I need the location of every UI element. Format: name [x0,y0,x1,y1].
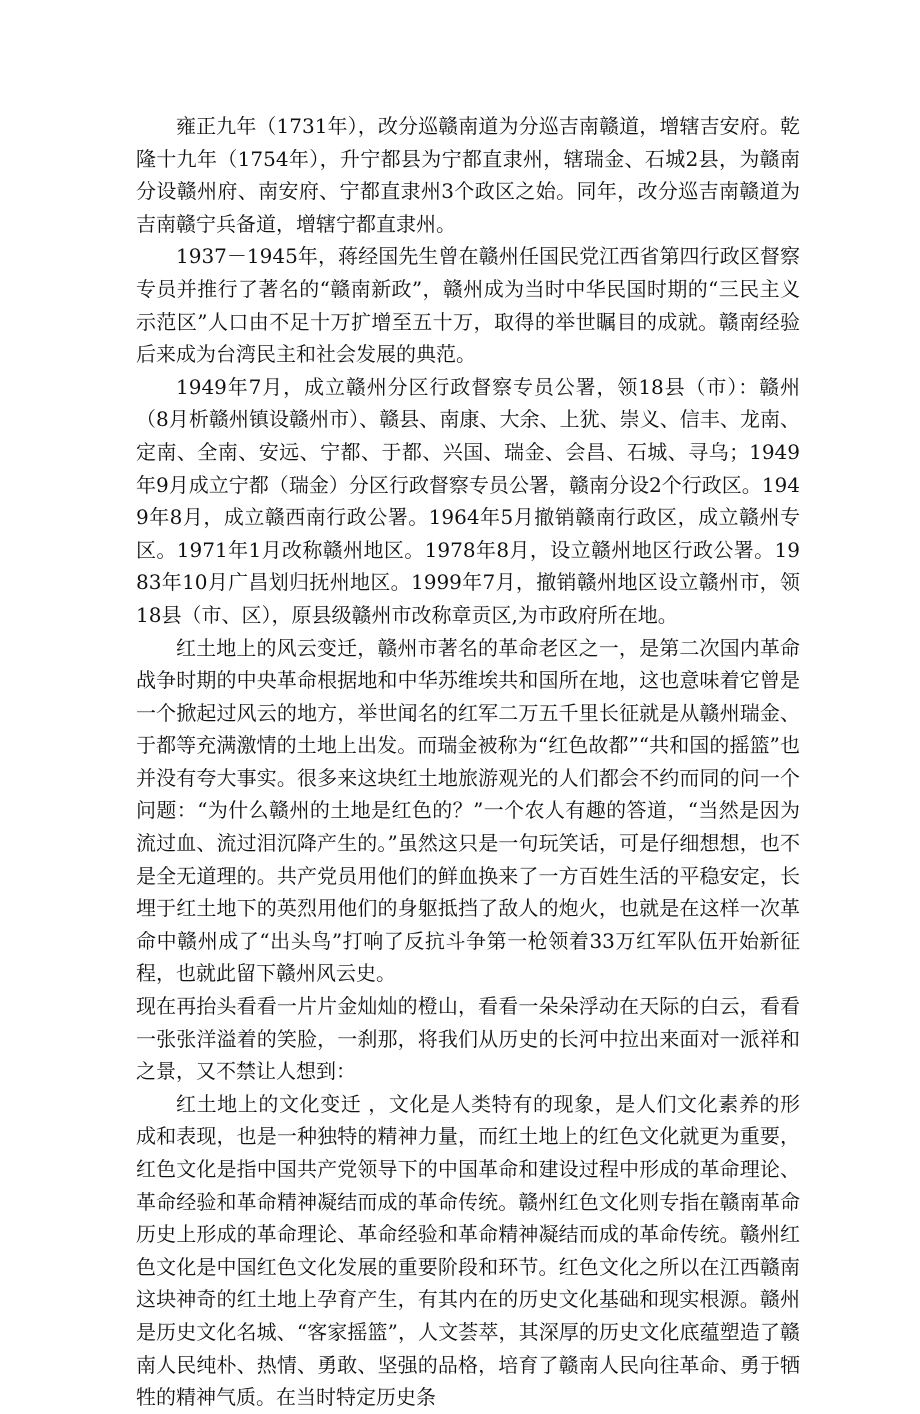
paragraph-red-land-history: 红土地上的风云变迁，赣州市著名的革命老区之一，是第二次国内革命战争时期的中央革命根据地和中华苏维埃共和国所在地，这也意味着它曾是一个掀起过风云的地方，举世闻名的红军二万五千里长征就是从赣州瑞金、于都等充满激情的土地上出发。而瑞金被称为“红色故都”“共和国的摇篮”也并没有夸大事实。很多来这块红土地旅游观光的人们都会不约而同的问一个问题：“为什么赣州的土地是红色的？”一个农人有趣的答道，“当然是因为流过血、流过泪沉降产生的。”虽然这只是一句玩笑话，可是仔细想想，也不是全无道理的。共产党员用他们的鲜血换来了一方百姓生活的平稳安定，长埋于红土地下的英烈用他们的身躯抵挡了敌人的炮火，也就是在这样一次革命中赣州成了“出头鸟”打响了反抗斗争第一枪领着33万红军队伍开始新征程，也就此留下赣州风云史。 [136,635,800,986]
paragraph-present-view: 现在再抬头看看一片片金灿灿的橙山，看看一朵朵浮动在天际的白云，看看一张张洋溢着的笑脸，一刹那，将我们从历史的长河中拉出来面对一派祥和之景，又不禁让人想到： [136,994,800,1084]
paragraph-red-culture: 红土地上的文化变迁 ，文化是人类特有的现象，是人们文化素养的形成和表现，也是一种独特的精神力量，而红土地上的红色文化就更为重要，红色文化是指中国共产党领导下的中国革命和建设过程中形成的革命理论、革命经验和革命精神凝结而成的革命传统。赣州红色文化则专指在赣南革命历史上形成的革命理论、革命经验和革命精神凝结而成的革命传统。赣州红色文化是中国红色文化发展的重要阶段和环节。红色文化之所以在江西赣南这块神奇的红土地上孕育产生，有其内在的历史文化基础和现实根源。赣州是历史文化名城、“客家摇篮”，人文荟萃，其深厚的历史文化底蕴塑造了赣南人民纯朴、热情、勇敢、坚强的品格，培育了赣南人民向往革命、勇于牺牲的精神气质。在当时特定历史条 [136,1091,800,1410]
paragraph-jiang-jingguo: 1937－1945年，蒋经国先生曾在赣州任国民党江西省第四行政区督察专员并推行了著名的“赣南新政”，赣州成为当时中华民国时期的“三民主义示范区”人口由不足十万扩增至五十万，取得的举世瞩目的成就。赣南经验后来成为台湾民主和社会发展的典范。 [136,244,800,367]
paragraph-1949-administration: 1949年7月，成立赣州分区行政督察专员公署，领18县（市）：赣州（8月析赣州镇设赣州市）、赣县、南康、大余、上犹、崇义、信丰、龙南、定南、全南、安远、宁都、于都、兴国、瑞金、会昌、石城、寻乌；1949年9月成立宁都（瑞金）分区行政督察专员公署，赣南分设2个行政区。1949年8月，成立赣西南行政公署。1964年5月撤销赣南行政区，成立赣州专区。1971年1月改称赣州地区。1978年8月，设立赣州地区行政公署。1983年10月广昌划归抚州地区。1999年7月，撤销赣州地区设立赣州市，领18县（市、区），原县级赣州市改称章贡区,为市政府所在地。 [136,374,800,627]
document-body [136,110,800,1414]
paragraph-yongzheng: 雍正九年（1731年），改分巡赣南道为分巡吉南赣道，增辖吉安府。乾隆十九年（1754年），升宁都县为宁都直隶州，辖瑞金、石城2县，为赣南分设赣州府、南安府、宁都直隶州3个政区之始。同年，改分巡吉南赣道为吉南赣宁兵备道，增辖宁都直隶州。 [136,114,800,236]
